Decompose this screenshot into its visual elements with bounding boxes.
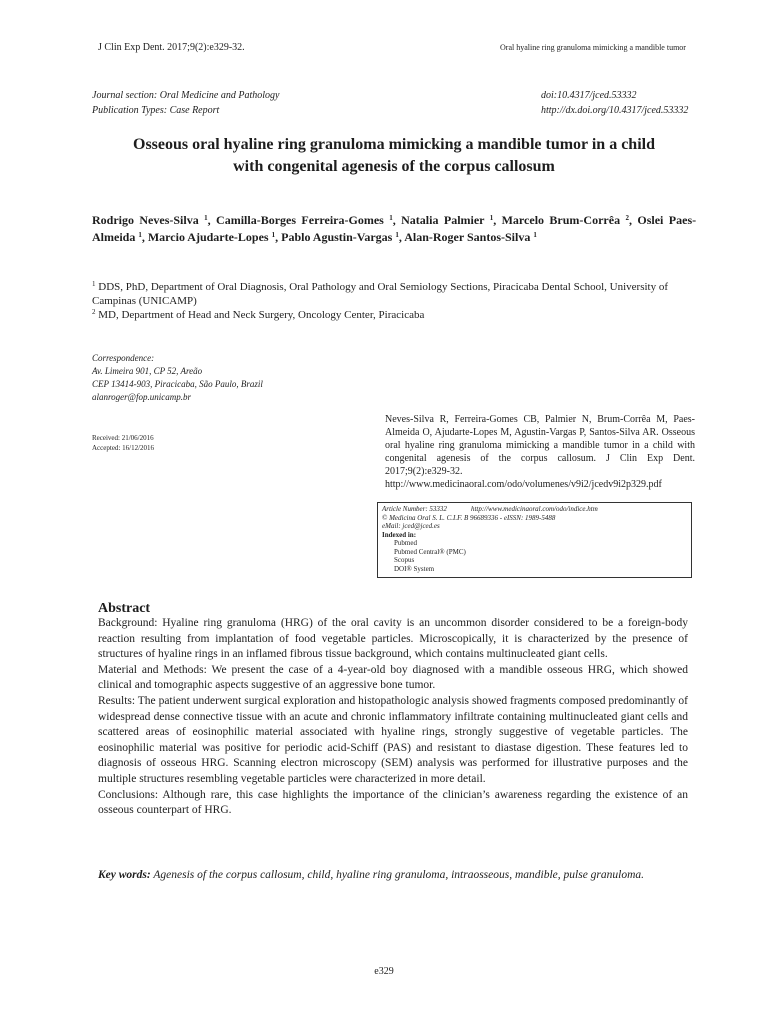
article-title <box>92 134 696 178</box>
author: Marcio Ajudarte-Lopes $^1$, <box>147 230 282 244</box>
keywords <box>98 868 688 884</box>
running-header-left: J Clin Exp Dent. 2017;9(2):e329-32. <box>98 42 245 53</box>
correspondence <box>92 352 263 404</box>
author: Pablo Agustin-Vargas $^1$, <box>281 230 405 244</box>
affiliation: $^2$ MD, Department of Head and Neck Surgery, Oncology Center, Piracicaba <box>92 308 425 321</box>
article-info-box <box>377 502 692 578</box>
running-header-right: Oral hyaline ring granuloma mimicking a mandible tumor <box>500 43 686 52</box>
abstract-background: Background: Hyaline ring granuloma (HRG) of the oral cavity is an uncommon disorder considered to be a foreign-body reaction resulting from implantation of food vegetable particles. Microscopically, it is characterized by the presence of structures of hyaline rings in an inflamed fibrous tissue background, which contains multinucleated giant cells. <box>98 617 688 661</box>
journal-index-link[interactable]: http://www.medicinaoral.com/odo/indice.htm <box>470 505 598 513</box>
dates <box>92 433 154 453</box>
page-number: e329 <box>374 966 394 977</box>
index-entry: DOI® System <box>394 564 435 573</box>
article-number-line <box>382 505 687 514</box>
correspondence-address: Av. Limeira 901, CP 52, Areão <box>92 366 203 376</box>
journal-meta <box>92 88 279 118</box>
citation: Neves-Silva R, Ferreira-Gomes CB, Palmier N, Brum-Corrêa M, Paes-Almeida O, Ajudarte-Lopes M, Agustin-Vargas P, Santos-Silva AR. Osseous oral hyaline ring granuloma mimicking a mandible tumor in a child with congenital agenesis of the corpus callosum. J Clin Exp Dent. 2017;9(2):e329-32. http://www.medicinaoral.com/odo/volumenes/v9i2/jcedv9i2p329.pdf <box>385 414 695 490</box>
article-title-line-1: Osseous oral hyaline ring granuloma mimicking a mandible tumor in a child <box>133 136 655 153</box>
author: Alan-Roger Santos-Silva $^1$ <box>404 230 537 244</box>
abstract-methods: Material and Methods: We present the case of a 4-year-old boy diagnosed with a mandible osseous HRG, which showed clinical and tomographic aspects suggestive of an aggressive bone tumor. <box>98 663 688 692</box>
correspondence-email[interactable]: alanroger@fop.unicamp.br <box>92 392 191 402</box>
article-title-line-2: with congenital agenesis of the corpus callosum <box>233 158 555 175</box>
correspondence-address: CEP 13414-903, Piracicaba, São Paulo, Brazil <box>92 379 263 389</box>
abstract-conclusions: Conclusions: Although rare, this case highlights the importance of the clinician’s awareness regarding the existence of an osseous counterpart of HRG. <box>98 788 688 817</box>
accepted-date: Accepted: 16/12/2016 <box>92 444 155 452</box>
abstract-heading: Abstract <box>98 601 151 616</box>
abstract-body <box>98 616 688 819</box>
indexed-label: Indexed in: <box>382 530 417 539</box>
index-entry: Scopus <box>394 556 415 564</box>
doi-block <box>541 88 688 118</box>
received-date: Received: 21/06/2016 <box>92 434 154 442</box>
author: Marcelo Brum-Corrêa $^2$, <box>501 213 638 227</box>
author-list <box>92 212 696 246</box>
author: Oslei Paes-Almeida $^1$, <box>92 213 697 244</box>
journal-email: eMail: jced@jced.es <box>382 522 440 530</box>
publication-type: Publication Types: Case Report <box>92 105 220 116</box>
copyright: © Medicina Oral S. L. C.I.F. B 96689336 - eISSN: 1989-5488 <box>382 513 556 522</box>
affiliation: $^1$ DDS, PhD, Department of Oral Diagnosis, Oral Pathology and Oral Semiology Sections, Piracicaba Dental School, University of Campinas (UNICAMP) <box>92 280 669 307</box>
keywords-text: Agenesis of the corpus callosum, child, hyaline ring granuloma, intraosseous, mandible, pulse granuloma. <box>153 869 645 881</box>
doi: doi:10.4317/jced.53332 <box>541 90 637 101</box>
article-number: Article Number: 53332 <box>382 505 447 513</box>
keywords-label: Key words: <box>98 869 151 881</box>
author: Camilla-Borges Ferreira-Gomes $^1$, <box>216 213 402 227</box>
doi-link[interactable]: http://dx.doi.org/10.4317/jced.53332 <box>541 105 689 116</box>
affiliations <box>92 280 696 322</box>
index-entry: Pubmed Central® (PMC) <box>394 547 466 556</box>
index-entry: Pubmed <box>394 539 417 547</box>
journal-section: Journal section: Oral Medicine and Pathology <box>92 90 280 101</box>
abstract-results: Results: The patient underwent surgical exploration and histopathologic analysis showed fragments composed predominantly of widespread dense connective tissue with an acute and chronic inflammatory infiltrate containing multinucleated giant cells and scattered areas of eosinophilic material associated with hyaline rings, strongly suggestive of vegetable particles. The eosinophilic material was positive for periodic acid-Schiff (PAS) and resistant to diastase digestion. These features led to diagnosis of osseous HRG. Scanning electron microscopy (SEM) analysis was performed for illustrative purposes and the multiple structures resembling vegetable particles were characterized in more detail. <box>98 694 688 785</box>
correspondence-label: Correspondence: <box>92 353 155 363</box>
author: Natalia Palmier $^1$, <box>401 213 502 227</box>
author: Rodrigo Neves-Silva $^1$, <box>92 213 217 227</box>
